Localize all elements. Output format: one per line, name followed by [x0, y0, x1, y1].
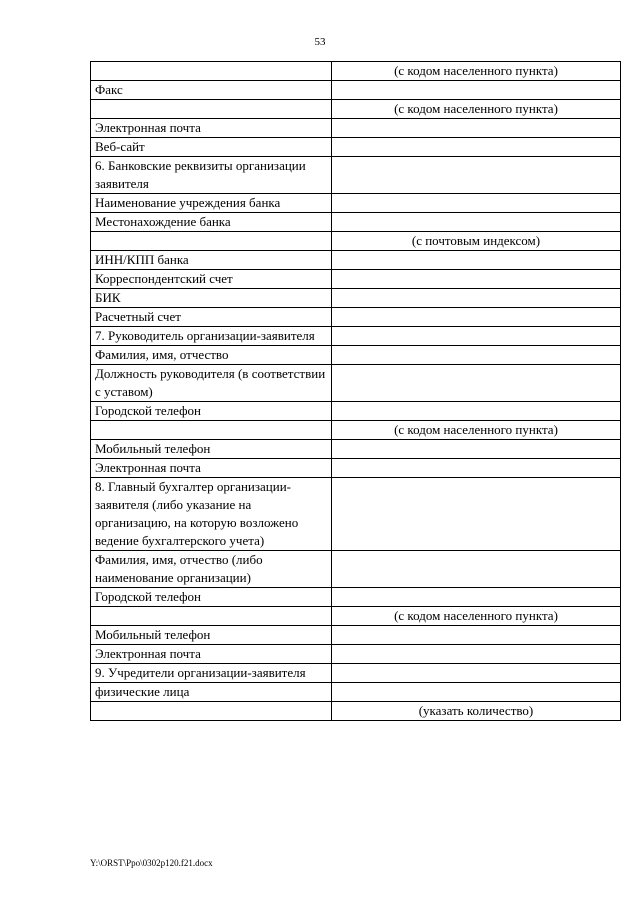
table-row	[91, 702, 621, 721]
field-value-cell[interactable]	[332, 270, 621, 289]
table-row	[91, 588, 621, 607]
field-value-cell[interactable]	[332, 626, 621, 645]
field-label-cell	[91, 421, 332, 440]
field-label-cell: Корреспондентский счет	[91, 270, 332, 289]
field-value-cell[interactable]: (с кодом населенного пункта)	[332, 607, 621, 626]
field-value-cell[interactable]: (с кодом населенного пункта)	[332, 62, 621, 81]
table-row	[91, 157, 621, 194]
table-row	[91, 402, 621, 421]
field-value-cell[interactable]	[332, 119, 621, 138]
table-row	[91, 365, 621, 402]
field-label-cell	[91, 62, 332, 81]
table-row	[91, 119, 621, 138]
field-label-cell: Городской телефон	[91, 402, 332, 421]
field-label-cell: физические лица	[91, 683, 332, 702]
table-row	[91, 459, 621, 478]
field-label-cell: Электронная почта	[91, 459, 332, 478]
field-label-cell	[91, 607, 332, 626]
field-label-cell	[91, 100, 332, 119]
field-value-cell[interactable]: (с кодом населенного пункта)	[332, 100, 621, 119]
field-label-cell: Фамилия, имя, отчество (либо наименование организации)	[91, 551, 332, 588]
field-value-cell[interactable]	[332, 478, 621, 551]
table-row	[91, 683, 621, 702]
field-label-cell	[91, 232, 332, 251]
field-label-cell: Электронная почта	[91, 119, 332, 138]
table-row	[91, 138, 621, 157]
field-label-cell: Наименование учреждения банка	[91, 194, 332, 213]
table-row	[91, 289, 621, 308]
field-value-cell[interactable]	[332, 157, 621, 194]
field-value-cell[interactable]	[332, 138, 621, 157]
field-label-cell: Веб-сайт	[91, 138, 332, 157]
field-label-cell: Должность руководителя (в соответствии с уставом)	[91, 365, 332, 402]
field-value-cell[interactable]: (указать количество)	[332, 702, 621, 721]
field-value-cell[interactable]	[332, 213, 621, 232]
field-label-cell: Электронная почта	[91, 645, 332, 664]
table-row	[91, 270, 621, 289]
field-label-cell: Мобильный телефон	[91, 626, 332, 645]
field-value-cell[interactable]	[332, 551, 621, 588]
field-label-cell: ИНН/КПП банка	[91, 251, 332, 270]
table-row	[91, 607, 621, 626]
table-row	[91, 346, 621, 365]
field-label-cell: 8. Главный бухгалтер организации-заявителя (либо указание на организацию, на которую возложено ведение бухгалтерского учета)	[91, 478, 332, 551]
field-label-cell: 9. Учредители организации-заявителя	[91, 664, 332, 683]
field-value-cell[interactable]	[332, 81, 621, 100]
table-row	[91, 327, 621, 346]
table-row	[91, 626, 621, 645]
field-value-cell[interactable]	[332, 308, 621, 327]
field-value-cell[interactable]	[332, 402, 621, 421]
table-row	[91, 421, 621, 440]
table-row	[91, 194, 621, 213]
table-row	[91, 100, 621, 119]
field-value-cell[interactable]	[332, 365, 621, 402]
field-value-cell[interactable]	[332, 645, 621, 664]
field-value-cell[interactable]	[332, 440, 621, 459]
field-label-cell: Расчетный счет	[91, 308, 332, 327]
table-row	[91, 308, 621, 327]
table-row	[91, 62, 621, 81]
field-label-cell: 6. Банковские реквизиты организации заявителя	[91, 157, 332, 194]
field-value-cell[interactable]	[332, 459, 621, 478]
table-row	[91, 664, 621, 683]
field-label-cell: Местонахождение банка	[91, 213, 332, 232]
field-value-cell[interactable]	[332, 289, 621, 308]
field-label-cell: Фамилия, имя, отчество	[91, 346, 332, 365]
field-value-cell[interactable]	[332, 327, 621, 346]
form-table-body	[91, 62, 621, 721]
table-row	[91, 478, 621, 551]
field-value-cell[interactable]: (с почтовым индексом)	[332, 232, 621, 251]
field-value-cell[interactable]	[332, 346, 621, 365]
table-row	[91, 551, 621, 588]
applicant-details-table	[90, 61, 621, 721]
field-value-cell[interactable]	[332, 588, 621, 607]
table-row	[91, 440, 621, 459]
table-row	[91, 213, 621, 232]
field-label-cell: 7. Руководитель организации-заявителя	[91, 327, 332, 346]
field-value-cell[interactable]	[332, 251, 621, 270]
field-label-cell	[91, 702, 332, 721]
field-label-cell: Мобильный телефон	[91, 440, 332, 459]
table-row	[91, 232, 621, 251]
field-label-cell: Факс	[91, 81, 332, 100]
field-value-cell[interactable]	[332, 194, 621, 213]
table-row	[91, 251, 621, 270]
field-label-cell: Городской телефон	[91, 588, 332, 607]
table-row	[91, 645, 621, 664]
page-number: 53	[314, 36, 326, 48]
field-value-cell[interactable]	[332, 664, 621, 683]
field-label-cell: БИК	[91, 289, 332, 308]
document-file-path: Y:\ORST\Ppo\0302p120.f21.docx	[90, 858, 213, 868]
table-row	[91, 81, 621, 100]
field-value-cell[interactable]: (с кодом населенного пункта)	[332, 421, 621, 440]
field-value-cell[interactable]	[332, 683, 621, 702]
